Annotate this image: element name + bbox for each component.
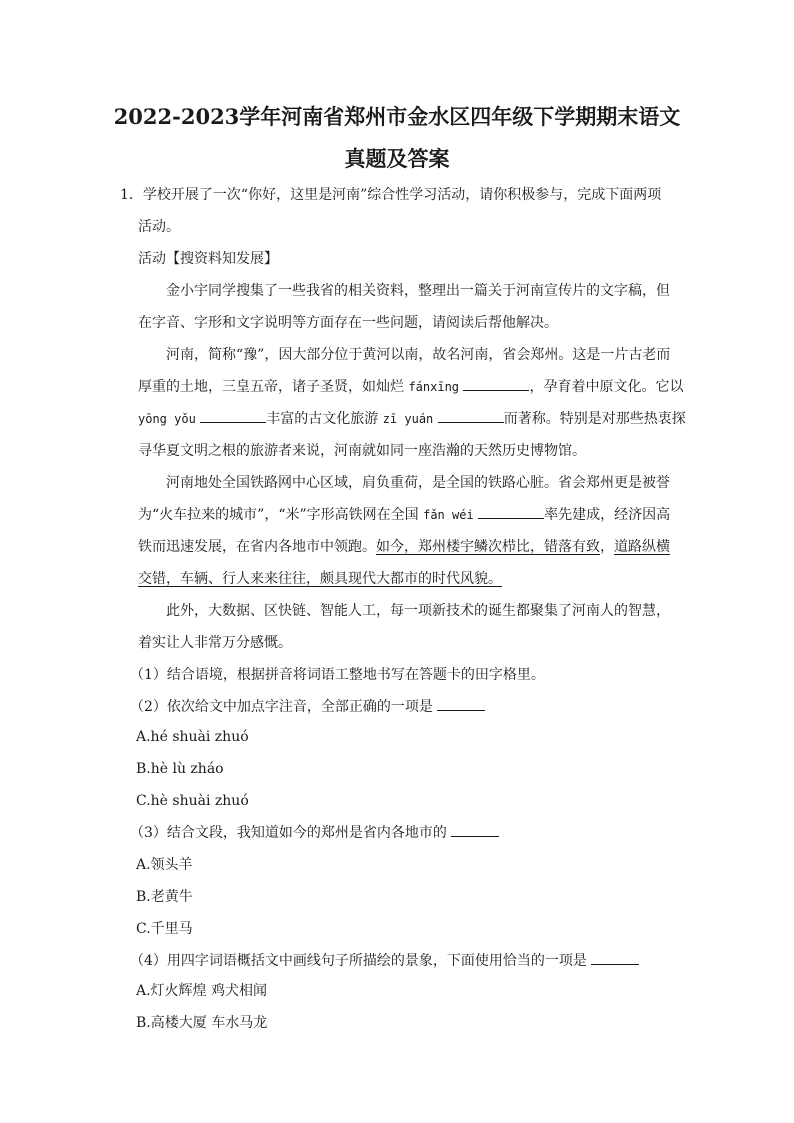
- sub-question-2: [130, 696, 485, 718]
- sub3-option-a[interactable]: A.领头羊: [136, 857, 193, 873]
- paragraph2-text: ，孕育着中原文化。它以: [529, 379, 684, 395]
- paragraph3-text: 为“火车拉来的城市”，“米”字形高铁网在全国: [138, 507, 419, 523]
- sub4-option-b[interactable]: B.高楼大厦 车水马龙: [136, 1015, 268, 1031]
- underlined-sentence: 道路纵横: [614, 539, 670, 555]
- paragraph2-line2: [138, 376, 683, 398]
- paragraph1-line2: 在字音、字形和文字说明等方面存在一些问题，请阅读后帮他解决。: [138, 315, 558, 331]
- answer-blank[interactable]: [438, 408, 504, 423]
- sub4-option-a[interactable]: A.灯火辉煌 鸡犬相闻: [136, 983, 268, 999]
- paragraph2-text: 厚重的土地，三皇五帝，诸子圣贤，如灿烂: [138, 379, 404, 395]
- answer-blank[interactable]: [451, 822, 499, 837]
- sub2-option-b[interactable]: B.hè lù zháo: [136, 761, 224, 777]
- sub-question-3: [130, 822, 499, 844]
- paragraph3-text: ，: [600, 539, 614, 555]
- paragraph4-line1: 此外，大数据、区快链、智能人工，每一项新技术的诞生都聚集了河南人的智慧，: [166, 603, 670, 619]
- answer-blank[interactable]: [591, 950, 639, 965]
- pinyin-yongyou: yōng yǒu: [138, 412, 196, 426]
- question-intro-line2: 活动。: [138, 219, 180, 235]
- paragraph3-line4: [138, 568, 502, 590]
- sub-question-4-text: （4）用四字词语概括文中画线句子所描绘的景象，下面使用恰当的一项是: [130, 953, 587, 969]
- underlined-sentence: 如今，郑州楼宇鳞次栉比，错落有致: [376, 539, 600, 555]
- paragraph2-line4: 寻华夏文明之根的旅游者来说，河南就如同一座浩瀚的天然历史博物馆。: [138, 443, 586, 459]
- paragraph3-text: 率先建成，经济因高: [544, 507, 671, 523]
- sub3-option-c[interactable]: C.千里马: [136, 921, 193, 937]
- pinyin-ziyuan: zī yuán: [382, 412, 434, 426]
- paragraph2-line1: 河南，简称“豫”，因大部分位于黄河以南，故名河南，省会郑州。这是一片古老而: [166, 347, 671, 363]
- pinyin-fanxing: fánxīng: [408, 380, 460, 394]
- paragraph2-line3: [138, 408, 686, 430]
- document-title-line1: 2022-2023学年河南省郑州市金水区四年级下学期期末语文: [113, 104, 681, 129]
- document-title-line2: 真题及答案: [344, 146, 450, 171]
- activity-heading: 活动【搜资料知发展】: [138, 251, 278, 267]
- sub-question-2-text: （2）依次给文中加点字注音，全部正确的一项是: [130, 699, 433, 715]
- underlined-sentence: 交错，车辆、行人来来往往，颇具现代大都市的时代风貌。: [138, 571, 502, 587]
- answer-blank[interactable]: [478, 504, 544, 519]
- answer-blank[interactable]: [437, 696, 485, 711]
- question-number: 1．: [120, 187, 143, 203]
- paragraph3-text: 铁而迅速发展，在省内各地市中领跑。: [138, 539, 376, 555]
- sub-question-1: （1）结合语境，根据拼音将词语工整地书写在答题卡的田字格里。: [130, 667, 545, 683]
- paragraph3-line1: 河南地处全国铁路网中心区域，肩负重荷，是全国的铁路心脏。省会郑州更是被誉: [166, 475, 670, 491]
- sub-question-3-text: （3）结合文段，我知道如今的郑州是省内各地市的: [130, 825, 447, 841]
- paragraph2-text: 而著称。特别是对那些热衷探: [503, 411, 686, 427]
- pinyin-fanwei: fǎn wéi: [423, 508, 474, 522]
- sub3-option-b[interactable]: B.老黄牛: [136, 889, 193, 905]
- paragraph3-line3: [138, 536, 670, 558]
- sub2-option-a[interactable]: A.hé shuài zhuó: [136, 729, 249, 745]
- paragraph3-line2: [138, 504, 670, 526]
- paragraph2-text: 丰富的古文化旅游: [266, 411, 379, 427]
- question-intro-text: 学校开展了一次“你好，这里是河南”综合性学习活动，请你积极参与，完成下面两项: [142, 187, 662, 203]
- paragraph1-line1: 金小宇同学搜集了一些我省的相关资料，整理出一篇关于河南宣传片的文字稿，但: [166, 283, 670, 299]
- sub-question-4: [130, 950, 639, 972]
- question-intro-line1: [120, 184, 661, 206]
- answer-blank[interactable]: [200, 408, 266, 423]
- paragraph4-line2: 着实让人非常万分感慨。: [138, 635, 292, 651]
- sub2-option-c[interactable]: C.hè shuài zhuó: [136, 793, 249, 809]
- answer-blank[interactable]: [463, 376, 529, 391]
